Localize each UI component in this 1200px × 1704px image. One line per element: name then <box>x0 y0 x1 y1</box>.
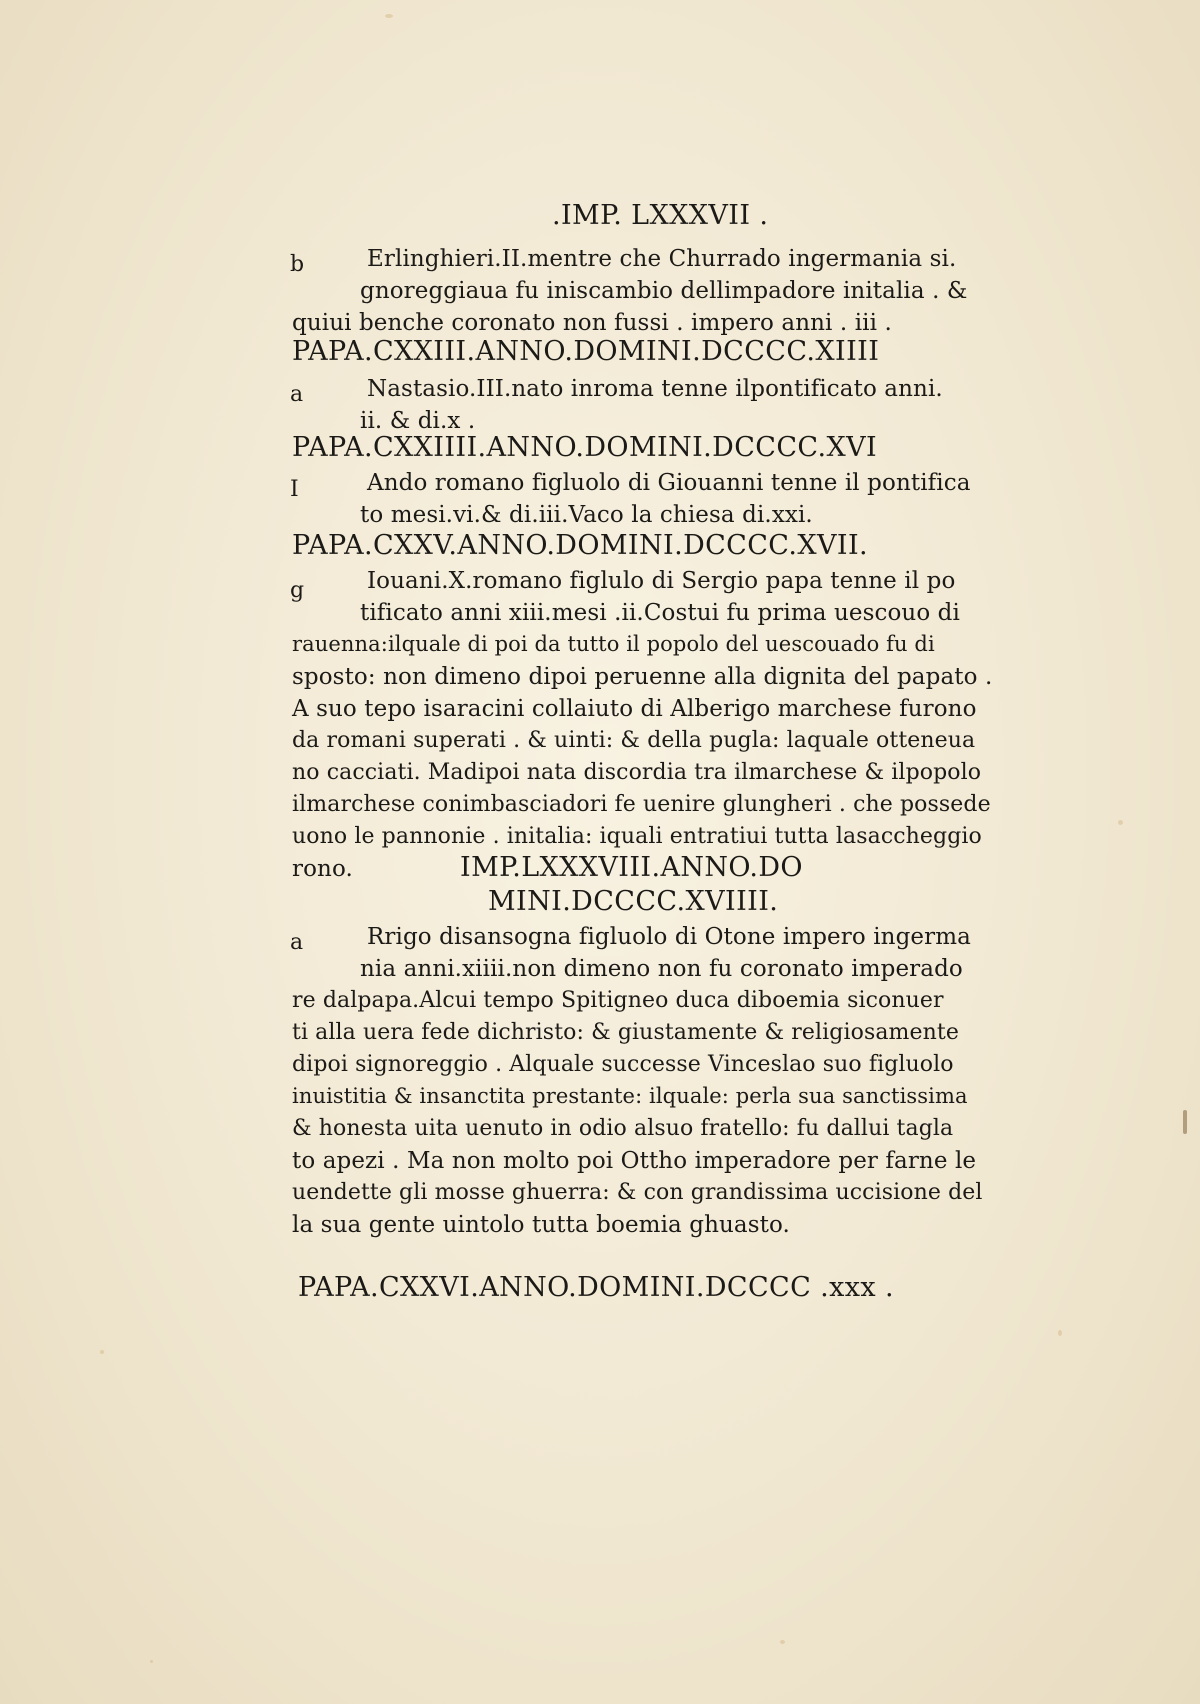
margin-letter: b <box>290 252 305 277</box>
foxing-spot <box>1118 820 1123 825</box>
margin-letter: I <box>290 477 299 502</box>
text-line: inuistitia & insanctita prestante: ilquale: perla sua sanctissima <box>292 1084 968 1108</box>
text-line: to apezi . Ma non molto poi Ottho imperadore per farne le <box>292 1148 977 1174</box>
text-line: dipoi signoreggio . Alquale successe Vinceslao suo figluolo <box>292 1052 954 1077</box>
text-line: uendette gli mosse ghuerra: & con grandissima uccisione del <box>292 1180 983 1205</box>
text-line: & honesta uita uenuto in odio alsuo fratello: fu dallui tagla <box>292 1116 954 1141</box>
section-heading: IMP.LXXXVIII.ANNO.DO <box>460 852 803 883</box>
foxing-spot <box>780 1640 785 1644</box>
text-line: uono le pannonie . initalia: iquali entratiui tutta lasaccheggio <box>292 824 982 849</box>
margin-letter: a <box>290 382 304 407</box>
text-line: A suo tepo isaracini collaiuto di Alberigo marchese furono <box>292 696 977 722</box>
text-line: gnoreggiaua fu iniscambio dellimpadore initalia . & <box>360 278 968 304</box>
running-heading: .IMP. LXXXVII . <box>552 200 769 231</box>
text-line: Iouani.X.romano figlulo di Sergio papa tenne il po <box>367 568 956 594</box>
text-line: to mesi.vi.& di.iii.Vaco la chiesa di.xxi. <box>360 502 813 528</box>
section-heading: MINI.DCCCC.XVIIII. <box>488 886 779 917</box>
margin-letter: g <box>290 578 305 603</box>
section-heading: PAPA.CXXIII.ANNO.DOMINI.DCCCC.XIIII <box>292 336 880 367</box>
foxing-spot <box>1058 1330 1062 1336</box>
text-line: Rrigo disansogna figluolo di Otone impero ingerma <box>367 924 971 950</box>
text-line: quiui benche coronato non fussi . impero anni . iii . <box>292 310 892 336</box>
text-line: rono. <box>292 856 353 882</box>
text-line: sposto: non dimeno dipoi peruenne alla dignita del papato . <box>292 664 993 690</box>
foxing-spot <box>385 14 393 18</box>
text-line: no cacciati. Madipoi nata discordia tra ilmarchese & ilpopolo <box>292 760 982 785</box>
text-line: rauenna:ilquale di poi da tutto il popolo del uescouado fu di <box>292 632 935 656</box>
text-line: la sua gente uintolo tutta boemia ghuasto. <box>292 1212 790 1238</box>
text-line: da romani superati . & uinti: & della pugla: laquale otteneua <box>292 728 976 753</box>
text-line: Nastasio.III.nato inroma tenne ilpontificato anni. <box>367 376 943 402</box>
section-heading: PAPA.CXXVI.ANNO.DOMINI.DCCCC .xxx . <box>298 1272 894 1303</box>
text-line: ilmarchese conimbasciadori fe uenire glungheri . che possede <box>292 792 991 817</box>
section-heading: PAPA.CXXIIII.ANNO.DOMINI.DCCCC.XVI <box>292 432 878 463</box>
text-line: nia anni.xiiii.non dimeno non fu coronato imperado <box>360 956 963 982</box>
foxing-spot <box>150 1660 153 1663</box>
text-line: Erlinghieri.II.mentre che Churrado ingermania si. <box>367 246 957 272</box>
text-line: ii. & di.x . <box>360 408 476 434</box>
text-line: re dalpapa.Alcui tempo Spitigneo duca diboemia siconuer <box>292 988 944 1013</box>
text-line: Ando romano figluolo di Giouanni tenne il pontifica <box>367 470 971 496</box>
margin-letter: a <box>290 930 304 955</box>
foxing-spot <box>100 1350 104 1354</box>
text-line: ti alla uera fede dichristo: & giustamente & religiosamente <box>292 1020 959 1045</box>
text-line: tificato anni xiii.mesi .ii.Costui fu prima uescouo di <box>360 600 960 626</box>
page-edge-mark <box>1183 1110 1187 1134</box>
section-heading: PAPA.CXXV.ANNO.DOMINI.DCCCC.XVII. <box>292 530 869 561</box>
